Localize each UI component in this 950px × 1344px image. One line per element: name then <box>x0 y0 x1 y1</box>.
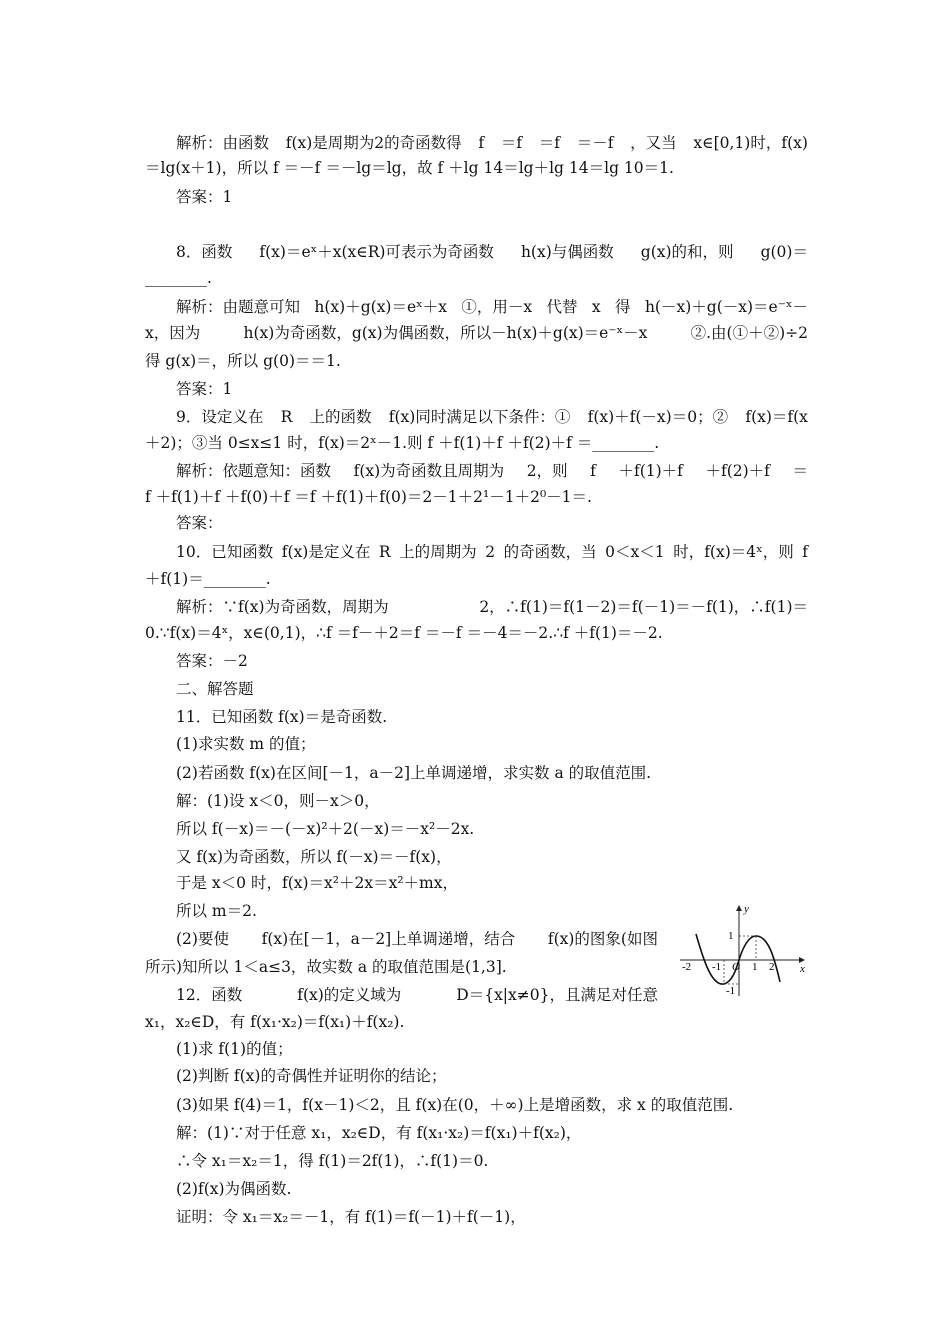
text-line <box>176 928 658 950</box>
text-token: f <box>590 462 596 480</box>
tick-y-neg1: -1 <box>726 985 736 997</box>
text-token: x <box>591 298 601 316</box>
text-line <box>176 984 658 1006</box>
text-token: ＋f(1)＋f <box>618 462 683 480</box>
text-token: g(x)的和，则 <box>640 243 734 261</box>
tick-x-1: 1 <box>752 961 758 973</box>
text-token: 解析：∵f(x)为奇函数，周期为 <box>176 598 389 616</box>
text-line: (3)如果 f(4)＝1，f(x－1)＜2，且 f(x)在(0，＋∞)上是增函数，求 x 的取值范围. <box>176 1096 734 1114</box>
text-token: R <box>378 543 391 561</box>
text-token: 10．已知函数 <box>176 543 274 561</box>
text-token: 时，f(x)＝4ˣ，则 <box>673 543 794 561</box>
text-line: 解：(1)设 x＜0，则－x＞0， <box>176 792 380 810</box>
text-line: (2)f(x)为偶函数. <box>176 1180 292 1198</box>
text-line: 所以 f(－x)＝－(－x)²＋2(－x)＝－x²－2x. <box>176 820 475 838</box>
text-token: f(x)是周期为2的奇函数得 <box>285 134 462 152</box>
text-token: 上的周期为 <box>399 543 477 561</box>
graph-curve <box>696 934 780 984</box>
text-token: f(x)＋f(－x)＝0；② <box>587 408 729 426</box>
text-token: h(x)＋g(x)＝eˣ＋x <box>314 298 447 316</box>
text-line: 于是 x＜0 时，f(x)＝x²＋2x＝x²＋mx， <box>176 874 458 892</box>
text-token: 2，则 <box>526 462 568 480</box>
origin-label: O <box>732 961 740 973</box>
text-line <box>176 460 808 482</box>
tick-x-2: 2 <box>769 961 775 973</box>
text-line: 答案： <box>176 514 223 532</box>
text-line: ＋f(1)＝________. <box>145 570 271 588</box>
text-token: 0＜x＜1 <box>605 543 665 561</box>
text-token: ＝－f <box>576 134 614 152</box>
text-token: x∈[0,1)时，f(x) <box>693 134 808 152</box>
text-line: (2)判断 f(x)的奇偶性并证明你的结论； <box>176 1067 447 1085</box>
text-token: f(x)的定义域为 <box>297 986 402 1004</box>
text-token: 2，∴f(1)＝f(1－2)＝f(－1)＝－f(1)，∴f(1)＝ <box>479 598 808 616</box>
text-line: 所以 m＝2. <box>176 902 257 920</box>
text-token: f(x)是定义在 <box>281 543 371 561</box>
axis-label-y: y <box>744 903 749 915</box>
text-token: h(x)与偶函数 <box>520 243 614 261</box>
text-line: (1)求实数 m 的值； <box>176 735 316 753</box>
text-line: f ＋f(1)＋f ＋f(0)＋f ＝f ＋f(1)＋f(0)＝2－1＋2¹－1＋2⁰－1＝. <box>145 488 592 506</box>
text-token: 上的函数 <box>309 408 372 426</box>
tick-x-neg1: -1 <box>712 961 722 973</box>
text-token: 代替 <box>546 298 578 316</box>
text-token: 8．函数 <box>176 243 233 261</box>
text-token: ①，用－x <box>461 298 533 316</box>
text-line: (2)若函数 f(x)在区间[－1，a－2]上单调递增，求实数 a 的取值范围. <box>176 764 652 782</box>
text-token: ＝f <box>538 134 561 152</box>
text-line: 二、解答题 <box>176 680 254 698</box>
text-line: ________. <box>145 269 212 287</box>
text-line <box>176 296 808 318</box>
tick-y-1: 1 <box>728 930 734 942</box>
text-token: h(－x)＋g(－x)＝e⁻ˣ－ <box>644 298 808 316</box>
text-token: 2 <box>485 543 496 561</box>
text-token: ＋f(2)＋f <box>705 462 770 480</box>
text-line <box>145 322 808 344</box>
text-token: 12．函数 <box>176 986 243 1004</box>
text-line: ＋2)；③当 0≤x≤1 时，f(x)＝2ˣ－1.则 f ＋f(1)＋f ＋f(2)＋f ＝________. <box>145 434 660 452</box>
text-line: 答案：1 <box>176 188 233 206</box>
text-line: 0.∵f(x)＝4ˣ，x∈(0,1)，∴f ＝f－＋2＝f ＝－f ＝－4＝－2.∴f ＋f(1)＝－2. <box>145 624 663 642</box>
text-line: 11．已知函数 f(x)＝是奇函数. <box>176 708 388 726</box>
text-token: ＝f <box>500 134 523 152</box>
text-line <box>176 541 808 563</box>
text-line <box>176 406 808 428</box>
text-token: f(x)在[－1，a－2]上单调递增，结合 <box>261 930 516 948</box>
text-line: ＝lg(x＋1)，所以 f ＝－f ＝－lg＝lg，故 f ＋lg 14＝lg＋lg 14＝lg 10＝1. <box>145 159 674 177</box>
text-token: ②.由(①＋②)÷2 <box>690 324 808 342</box>
text-token: f <box>478 134 485 152</box>
text-line: 答案：1 <box>176 380 233 398</box>
text-line: 又 f(x)为奇函数，所以 f(－x)＝－f(x)， <box>176 848 452 866</box>
text-line: 证明：令 x₁＝x₂＝－1，有 f(1)＝f(－1)＋f(－1)， <box>176 1208 526 1226</box>
text-line: 解：(1)∵对于任意 x₁，x₂∈D，有 f(x₁·x₂)＝f(x₁)＋f(x₂)， <box>176 1124 582 1142</box>
text-line: 得 g(x)＝，所以 g(0)＝＝1. <box>145 352 341 370</box>
text-token: f <box>802 543 808 561</box>
text-line <box>176 241 808 263</box>
text-token: D＝{x|x≠0}，且满足对任意 <box>456 986 658 1004</box>
text-token: f(x)＝f(x <box>745 408 808 426</box>
text-token: 解析：依题意知：函数 <box>176 462 332 480</box>
text-token: h(x)为奇函数，g(x)为偶函数，所以－h(x)＋g(x)＝e⁻ˣ－x <box>243 324 648 342</box>
text-token: R <box>280 408 293 426</box>
axis-label-x: x <box>800 963 805 975</box>
text-line: 所示)知所以 1＜a≤3，故实数 a 的取值范围是(1,3]. <box>145 958 507 976</box>
text-token: f(x)为奇函数且周期为 <box>353 462 505 480</box>
text-token: f(x)＝eˣ＋x(x∈R)可表示为奇函数 <box>259 243 494 261</box>
text-token: 解析：由函数 <box>176 134 270 152</box>
text-token: ＝ <box>792 462 808 480</box>
text-token: x，因为 <box>145 324 201 342</box>
text-line <box>176 596 808 618</box>
text-token: f(x)的图象(如图 <box>547 930 658 948</box>
text-token: ，又当 <box>630 134 677 152</box>
function-graph <box>676 900 812 1000</box>
text-line: 答案：－2 <box>176 652 248 670</box>
text-line: ∴令 x₁＝x₂＝1，得 f(1)＝2f(1)，∴f(1)＝0. <box>176 1152 489 1170</box>
text-line <box>176 132 808 154</box>
text-token: 9．设定义在 <box>176 408 264 426</box>
text-token: (2)要使 <box>176 930 229 948</box>
text-token: f(x)同时满足以下条件：① <box>388 408 571 426</box>
text-line: x₁，x₂∈D，有 f(x₁·x₂)＝f(x₁)＋f(x₂). <box>145 1013 405 1031</box>
text-token: 解析：由题意可知 <box>176 298 301 316</box>
text-token: 的奇函数，当 <box>503 543 597 561</box>
text-line: (1)求 f(1)的值； <box>176 1040 293 1058</box>
tick-x-neg2: -2 <box>682 961 692 973</box>
text-token: g(0)＝ <box>760 243 808 261</box>
text-token: 得 <box>615 298 631 316</box>
